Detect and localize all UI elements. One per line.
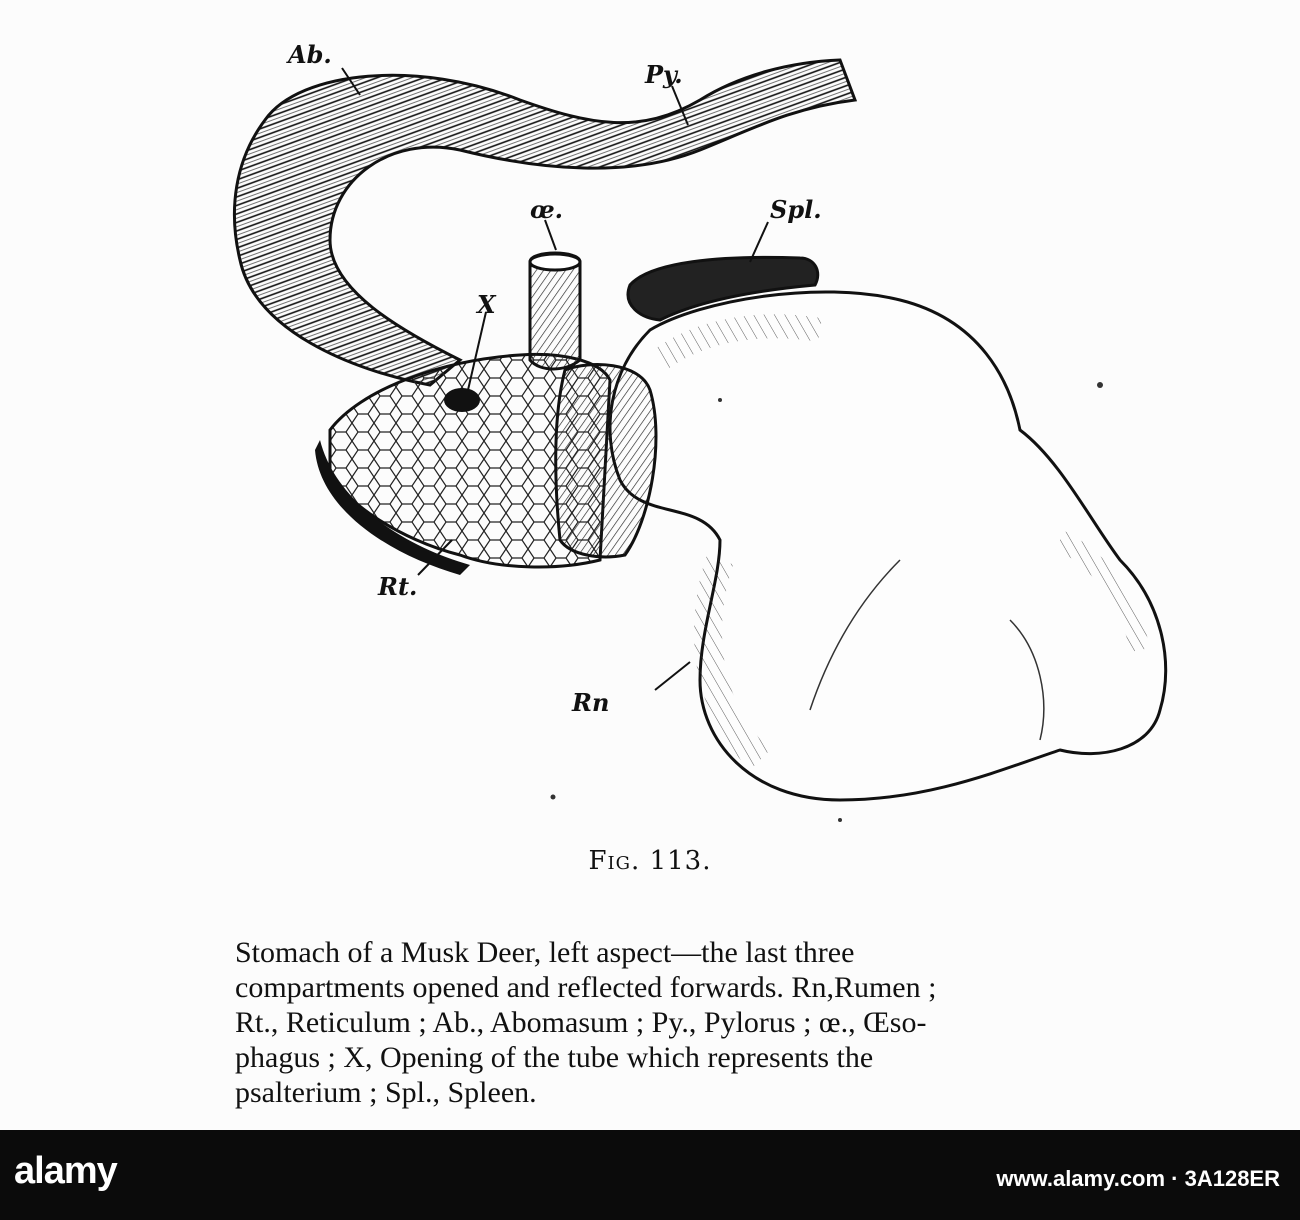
caption-line: Rt., Reticulum ; Ab., Abomasum ; Py., Pylorus ; œ., Œso- xyxy=(235,1006,927,1039)
figure-title: Fig. 113. xyxy=(588,846,712,876)
caption-line: psalterium ; Spl., Spleen. xyxy=(235,1076,537,1109)
label-oesophagus: œ. xyxy=(530,195,564,224)
opening-x xyxy=(444,388,480,412)
image-id: www.alamy.com · 3A128ER xyxy=(996,1166,1280,1191)
caption-line: compartments opened and reflected forwards. Rn,Rumen ; xyxy=(235,971,937,1004)
caption-line: Stomach of a Musk Deer, left aspect—the last three xyxy=(235,936,855,969)
label-reticulum: Rt. xyxy=(378,572,418,601)
figure-caption xyxy=(235,935,1210,1110)
label-rumen: Rn xyxy=(572,688,610,717)
label-spleen: Spl. xyxy=(770,195,822,224)
caption-line: phagus ; X, Opening of the tube which represents the xyxy=(235,1041,874,1074)
label-abomasum: Ab. xyxy=(288,40,332,69)
alamy-logo: alamy xyxy=(14,1150,117,1192)
label-opening-x: X xyxy=(477,290,496,319)
label-pylorus: Py. xyxy=(645,60,683,89)
